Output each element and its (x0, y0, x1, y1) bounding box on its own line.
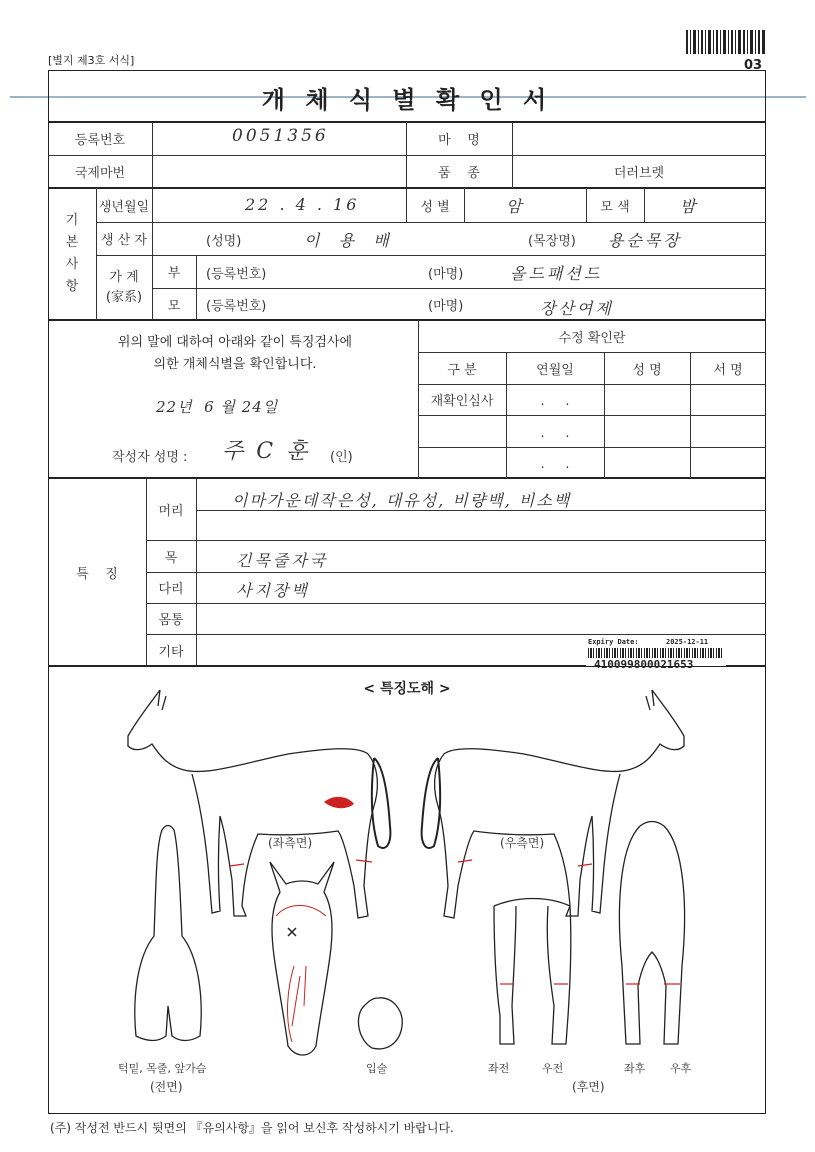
edit-title: 수정 확인란 (558, 330, 626, 346)
body-label: 몸통 (158, 613, 184, 628)
basic-section-label: 기 본 사 항 (65, 213, 79, 294)
throat-label: 턱밑, 목줄, 앞가슴 (118, 1062, 207, 1075)
dam-name-value: 장산여제 (540, 299, 614, 318)
color-value: 밤 (680, 197, 699, 216)
right-side-horse (435, 690, 684, 918)
diagram-title: < 특징도해 > (363, 681, 451, 697)
head-front-view (270, 862, 334, 1055)
sire-reg-no-label: (등록번호) (206, 267, 267, 282)
front-view-label: (전면) (150, 1080, 183, 1094)
other-label: 기타 (158, 644, 184, 660)
intl-no-label: 국제마번 (74, 166, 126, 181)
breeder-name-label: (성명) (206, 234, 242, 249)
front-neck-view (135, 826, 201, 1041)
col-sign: 서 명 (713, 362, 743, 378)
color-label: 모 색 (600, 199, 630, 215)
sex-label: 성 별 (420, 199, 450, 215)
lips-view (358, 998, 402, 1049)
farm-value: 용순목장 (608, 231, 682, 250)
footer-note: (주) 작성전 반드시 뒷면의 『유의사항』을 읽어 보신후 작성하시기 바랍니다. (50, 1121, 454, 1135)
writer-seal: (인) (330, 450, 353, 465)
neck-value: 긴목줄자국 (236, 551, 329, 570)
writer-label: 작성자 성명 : (112, 450, 188, 465)
page-title: 개 체 식 별 확 인 서 (261, 85, 553, 114)
sire-name-value: 올드패션드 (510, 264, 603, 283)
expiry-date: 2025-12-11 (666, 638, 709, 646)
row1-date: . . (540, 394, 570, 409)
breeder-name-value: 이 용 배 (304, 231, 392, 250)
sex-value: 암 (506, 197, 525, 216)
head-label: 머리 (158, 503, 184, 519)
sire-name-label: (마명) (428, 267, 464, 282)
sire-label: 부 (167, 266, 181, 281)
front-legs-view (494, 899, 571, 1045)
row2-date: . . (540, 425, 570, 441)
legs-label: 다리 (158, 582, 184, 597)
expiry-label: Expiry Date: (588, 638, 639, 646)
row1-label: 재확인심사 (430, 394, 494, 409)
left-hind-label: 좌후 (624, 1062, 646, 1075)
neck-label: 목 (164, 550, 178, 566)
birth-label: 생년월일 (98, 199, 150, 215)
left-fore-label: 좌전 (488, 1062, 510, 1075)
features-section-label: 특 징 (76, 566, 118, 582)
col-type: 구 분 (447, 362, 477, 378)
writer-signature: 주 C 훈 (222, 439, 311, 464)
horse-name-label: 마 명 (438, 133, 480, 148)
right-side-label: (우측면) (500, 836, 545, 850)
form-label: [별지 제3호 서식] (48, 54, 135, 67)
dam-reg-no-label: (등록번호) (206, 299, 267, 314)
legs-value: 사지장백 (236, 581, 310, 600)
certification-date: 22년 6 월 24일 (156, 398, 279, 416)
breed-value: 더러브렛 (613, 166, 665, 181)
farm-label: (목장명) (528, 234, 576, 249)
sticker-code: 410099800021653 (594, 658, 694, 671)
top-barcode (686, 30, 766, 56)
lips-label: 입술 (366, 1062, 388, 1075)
dam-name-label: (마명) (428, 299, 464, 314)
certification-statement: 위의 말에 대하여 아래와 같이 특징검사에 의한 개체식별을 확인합니다. (117, 335, 353, 372)
rear-view-label: (후면) (572, 1080, 605, 1094)
birth-value: 22 . 4 . 16 (245, 195, 360, 214)
row3-date: . . (540, 457, 570, 472)
rear-view (619, 822, 684, 1045)
horse-diagram (48, 666, 766, 1114)
reg-no-value: 0051356 (232, 126, 329, 146)
sticker-barcode (588, 648, 722, 658)
right-hind-label: 우후 (670, 1062, 692, 1075)
col-name: 성 명 (632, 362, 662, 378)
reg-no-label: 등록번호 (74, 133, 126, 148)
breeder-label: 생 산 자 (101, 233, 147, 248)
left-side-label: (좌측면) (268, 836, 313, 850)
breed-label: 품 종 (438, 166, 480, 181)
dam-label: 모 (167, 298, 181, 314)
pedigree-label: 가 계 (家系) (105, 269, 143, 305)
col-date: 연월일 (536, 362, 574, 378)
head-value: 이마가운데작은성, 대유성, 비량백, 비소백 (232, 491, 572, 510)
right-fore-label: 우전 (542, 1062, 564, 1075)
page-number: 03 (744, 58, 763, 73)
